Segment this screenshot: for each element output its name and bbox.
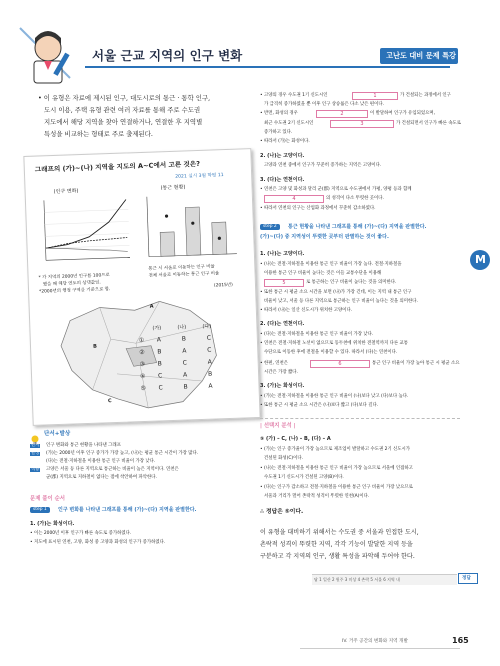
closing-line: 이 유형을 대비하기 위해서는 수도권 중 서울과 인접한 도시,: [260, 529, 419, 536]
right-line: • 따라서 연천의 인구는 산업화 과정에서 꾸준히 감소하였다.: [260, 206, 376, 211]
answer-blank-5: 5: [264, 279, 304, 287]
option-value: A: [207, 358, 212, 366]
right-line: • 반면, 화성의 경우: [260, 111, 298, 116]
option-value: C: [182, 359, 188, 367]
option-value: B: [183, 383, 188, 391]
footer-chapter: IV. 거주 공간의 변화와 지역 개발: [342, 639, 408, 644]
legend-year: (2015년): [213, 282, 233, 289]
answer-strip-text: 답 1 일산 2 원주 3 미상 4 촌락 5 서울 6 지역 내: [314, 577, 400, 582]
right-line: • 따라서 (가)는 화성이다.: [260, 139, 310, 144]
option-value: B: [207, 370, 213, 378]
chart-right-label: (통근 현황): [160, 184, 186, 192]
option-value: B: [157, 348, 162, 356]
right-line: • (나)는 전철·지하철을 이용한 통근 인구 비율이 가장 높다. 전철·지하철을: [260, 262, 402, 267]
solve-line: • 이는 2000년 이후 인구가 빠른 속도로 증가하였다.: [30, 531, 132, 536]
answer-label-text: 정답: [462, 576, 471, 581]
choice-line: 서울과 거리가 멀어 촌락적 성격이 뚜렷한 연천(A)이다.: [264, 494, 370, 499]
clue-title: 단서+발상: [44, 431, 71, 437]
answer-blank-4: 4: [264, 195, 324, 203]
option-header: (다): [202, 323, 212, 330]
divider: [260, 418, 460, 419]
option-number: ④: [140, 372, 146, 381]
section-heading: 1. (나)는 고양이다.: [260, 251, 305, 257]
right-line: 통근 인구 비율이 가장 높아 통근 시 평균 소요: [372, 361, 460, 366]
right-line: 가 건설되면서 인구가 빠른 속도로: [396, 121, 461, 126]
choice-line: • (다)는 인구가 감소하고 전철·지하철을 이용한 통근 인구 비율이 가장 낮으므로: [260, 485, 413, 490]
step1-badge: step 1: [30, 507, 50, 513]
choice-line: ⑤ (가) – C, (나) – B, (다) – A: [260, 436, 331, 442]
clue-text: 군(郡) 지역으로 지하철이 없다는 점에 착안하여 파악한다.: [46, 475, 157, 480]
solve-line: 1. (가)는 화성이다.: [30, 521, 75, 527]
right-line: 시간은 가장 짧다.: [264, 370, 298, 375]
right-line: 증가하고 있다.: [264, 130, 293, 135]
option-value: C: [207, 346, 212, 354]
header-pen-illustration: [10, 18, 82, 90]
choice-line: 건설된 화성(C)이다.: [264, 456, 303, 461]
option-value: A: [156, 336, 162, 344]
footer-rule: [300, 648, 460, 649]
right-line: 이 발달하여 인구가 유입되었으며,: [370, 111, 435, 116]
chart-note: * 각 지역의 2000년 인구를 100으로: [38, 273, 110, 281]
right-line: 가 건설되는 과정에서 인구: [400, 93, 451, 98]
header-title: 서울 근교 지역의 인구 변화: [92, 48, 243, 63]
option-value: A: [182, 347, 187, 355]
solve-section: [30, 497, 255, 597]
option-value: C: [158, 384, 163, 392]
option-header: (나): [177, 324, 187, 331]
right-line: 의 성격이 다소 뚜렷한 곳이다.: [326, 196, 384, 201]
option-value: B: [181, 335, 187, 343]
lightbulb-icon: [30, 430, 40, 440]
option-value: B: [157, 360, 162, 368]
right-line: • 또한 통근 시 평균 소요 시간은 (나)보다 짧고 (다)보다 길다.: [260, 403, 379, 408]
answer-strip-label: [458, 573, 478, 584]
map-label: B: [92, 343, 97, 350]
section-heading: 2. (나)는 고양이다.: [260, 153, 305, 159]
right-line: 비율이 낮고, 서울 등 다른 지역으로 통근하는 인구 비율이 높다는 것을 의미한다.: [264, 299, 418, 304]
clue-tag: 발상: [31, 451, 40, 456]
solve-line: • 지도에 표시된 연천, 고양, 화성 중 고양과 화성의 인구가 증가하였다.: [30, 540, 166, 545]
option-value: C: [157, 372, 163, 380]
intro-line: • 이 유형은 자료에 제시된 인구, 대도시로의 통근 · 통학 인구,: [38, 94, 211, 102]
clue-text: (다)는 전철·지하철을 이용한 통근 인구 비율이 가장 낮다.: [46, 459, 156, 464]
option-value: C: [206, 334, 212, 342]
step2-badge: step 2: [260, 224, 280, 230]
solve-title: 문제 풀이 순서: [30, 496, 65, 502]
clue-section: [30, 430, 255, 490]
right-line: 가 급격히 증가하였을 뿐 이후 인구 상승률은 다소 낮은 편이다.: [264, 102, 384, 107]
answer-blank-6: 6: [310, 360, 370, 368]
right-line: • 한편, 연천은: [260, 361, 288, 366]
intro-line: 도시 이용, 주택 유형 관련 여러 자료를 통해 주로 수도권: [44, 106, 201, 114]
right-line: • (가)는 전철·지하철을 이용한 통근 인구 비율이 (나)보다 낮고 (다)보다 높다.: [260, 394, 409, 399]
right-line: 로 통근하는 인구 비율이 높다는 것을 의미한다.: [306, 280, 397, 285]
closing-line: 구분하고 각 지역의 인구, 생활 특성을 파악해 두어야 한다.: [260, 553, 415, 560]
choice-line: 수도권 1기 신도시가 건설된 고양(B)이다.: [264, 475, 344, 480]
answer-strip: [312, 574, 457, 585]
option-number: ②: [139, 348, 145, 357]
right-line: 최근 수도권 2기 신도시인: [264, 121, 314, 126]
final-answer: ∴ 정답은 ⑤이다.: [260, 509, 304, 515]
step1-text: 인구 변화를 나타낸 그래프를 통해 (가)~(다) 지역을 판별한다.: [58, 507, 197, 513]
question-title: 그래프의 (가)~(나) 지역을 지도의 A~C에서 고른 것은?: [34, 159, 201, 174]
choice-heading: | 선택지 분석 |: [260, 423, 296, 429]
right-line: • 따라서 (나)는 일산 신도시가 위치한 고양이다.: [260, 308, 353, 313]
clue-text: 인구 변화와 통근 현황을 나타낸 그래프: [46, 443, 121, 448]
answer-blank-1: 1: [352, 92, 398, 100]
right-line: 고양과 연천 중에서 인구가 꾸준히 증가하는 지역은 고양이다.: [264, 163, 382, 168]
intro-line: 특성을 비교하는 형태로 주로 출제된다.: [44, 130, 153, 138]
option-number: ③: [139, 360, 146, 369]
page-number: 165: [452, 636, 469, 645]
chart-note: 했을 때 해당 연도의 상댓값임.: [42, 280, 101, 288]
right-line: 이용한 통근 인구 비율이 높다는 것은 이들 교통수단을 이용해: [264, 271, 382, 276]
clue-tag: 적용: [31, 467, 40, 472]
choice-line: • (나)는 전철·지하철을 이용한 통근 인구 비율이 가장 높으므로 서울에 인접하고: [260, 466, 413, 471]
closing-line: 촌락적 성격이 뚜렷한 지역, 각각 기능이 발달한 지역 등을: [260, 541, 413, 548]
clue-text: 고양은 서울 등 다른 지역으로 통근하는 비율이 높은 지역이다. 연천은: [46, 467, 179, 472]
right-line: • 고양의 경우 수도권 1기 신도시인: [260, 93, 328, 98]
option-value: A: [182, 371, 188, 379]
intro-line: 지도에서 해당 지역을 찾아 연결하거나, 연결한 후 지역별: [44, 118, 203, 126]
map-label: A: [149, 303, 154, 310]
question-card: [23, 148, 260, 426]
commute-bar-chart: [141, 191, 243, 264]
answer-blank-2: 2: [316, 110, 368, 118]
right-line: • (다)는 전철·지하철을 이용한 통근 인구 비율이 가장 낮다.: [260, 332, 374, 337]
step2-text: 통근 현황을 나타낸 그래프를 통해 (가)~(다) 지역을 판별한다.: [288, 224, 427, 230]
option-header: (가): [152, 325, 162, 332]
legend-item: 전체 서울로 이동하는 통근 인구 비율: [148, 271, 220, 279]
option-value: A: [208, 382, 213, 390]
clue-text: (가)는 2000년 이후 인구 증가가 가장 높고, (나)는 평균 통근 시간이 가장 많다.: [46, 451, 199, 456]
step2-text: (가)~(다) 중 지역성이 뚜렷한 곳부터 판별하는 것이 좋다.: [260, 234, 389, 240]
choice-line: • (가)는 인구 증가율이 가장 높으므로 제조업이 발달하고 수도권 2기 신도시가: [260, 447, 411, 452]
side-tab[interactable]: [470, 250, 490, 270]
right-line: 수단으로 이동한 후에 전철을 이용할 수 있다. 따라서 (다)는 연천이다.: [264, 350, 398, 355]
answer-blank-3: 3: [330, 120, 394, 128]
population-line-chart: [36, 195, 133, 268]
chart-note: *2000년의 행정 구역을 기준으로 함.: [39, 287, 111, 295]
question-source: 2021 실시 3월 학평 11: [175, 173, 224, 180]
header-tag: [380, 48, 458, 64]
section-heading: 2. (다)는 연천이다.: [260, 321, 305, 327]
header-rule: [85, 66, 450, 68]
right-line: • 연천은 고양 및 화성과 달리 군(郡) 지역으로 수도권에서 가평, 양평 등과 함께: [260, 187, 412, 192]
header-tag-label: 고난도 대비 문제 특강: [386, 51, 456, 60]
option-number: ①: [138, 336, 145, 345]
map-label: C: [107, 398, 112, 405]
option-number: ⑤: [140, 384, 147, 393]
chart-left-label: (인구 변화): [53, 188, 79, 196]
right-line: • 또한 통근 시 평균 소요 시간을 보면 (나)가 가장 긴데, 이는 지역 내 통근 인구: [260, 290, 412, 295]
clue-tag: 단서: [31, 443, 40, 448]
side-tab-label: M: [475, 253, 486, 266]
section-heading: 3. (다)는 연천이다.: [260, 177, 305, 183]
legend-item: 통근 시 서울로 이동하는 인구 비율: [148, 264, 215, 272]
right-line: • 연천은 전철·지하철 노선이 없으므로 동두천에 위치한 전철역까지 다른 교통: [260, 341, 409, 346]
section-heading: 3. (가)는 화성이다.: [260, 383, 305, 389]
